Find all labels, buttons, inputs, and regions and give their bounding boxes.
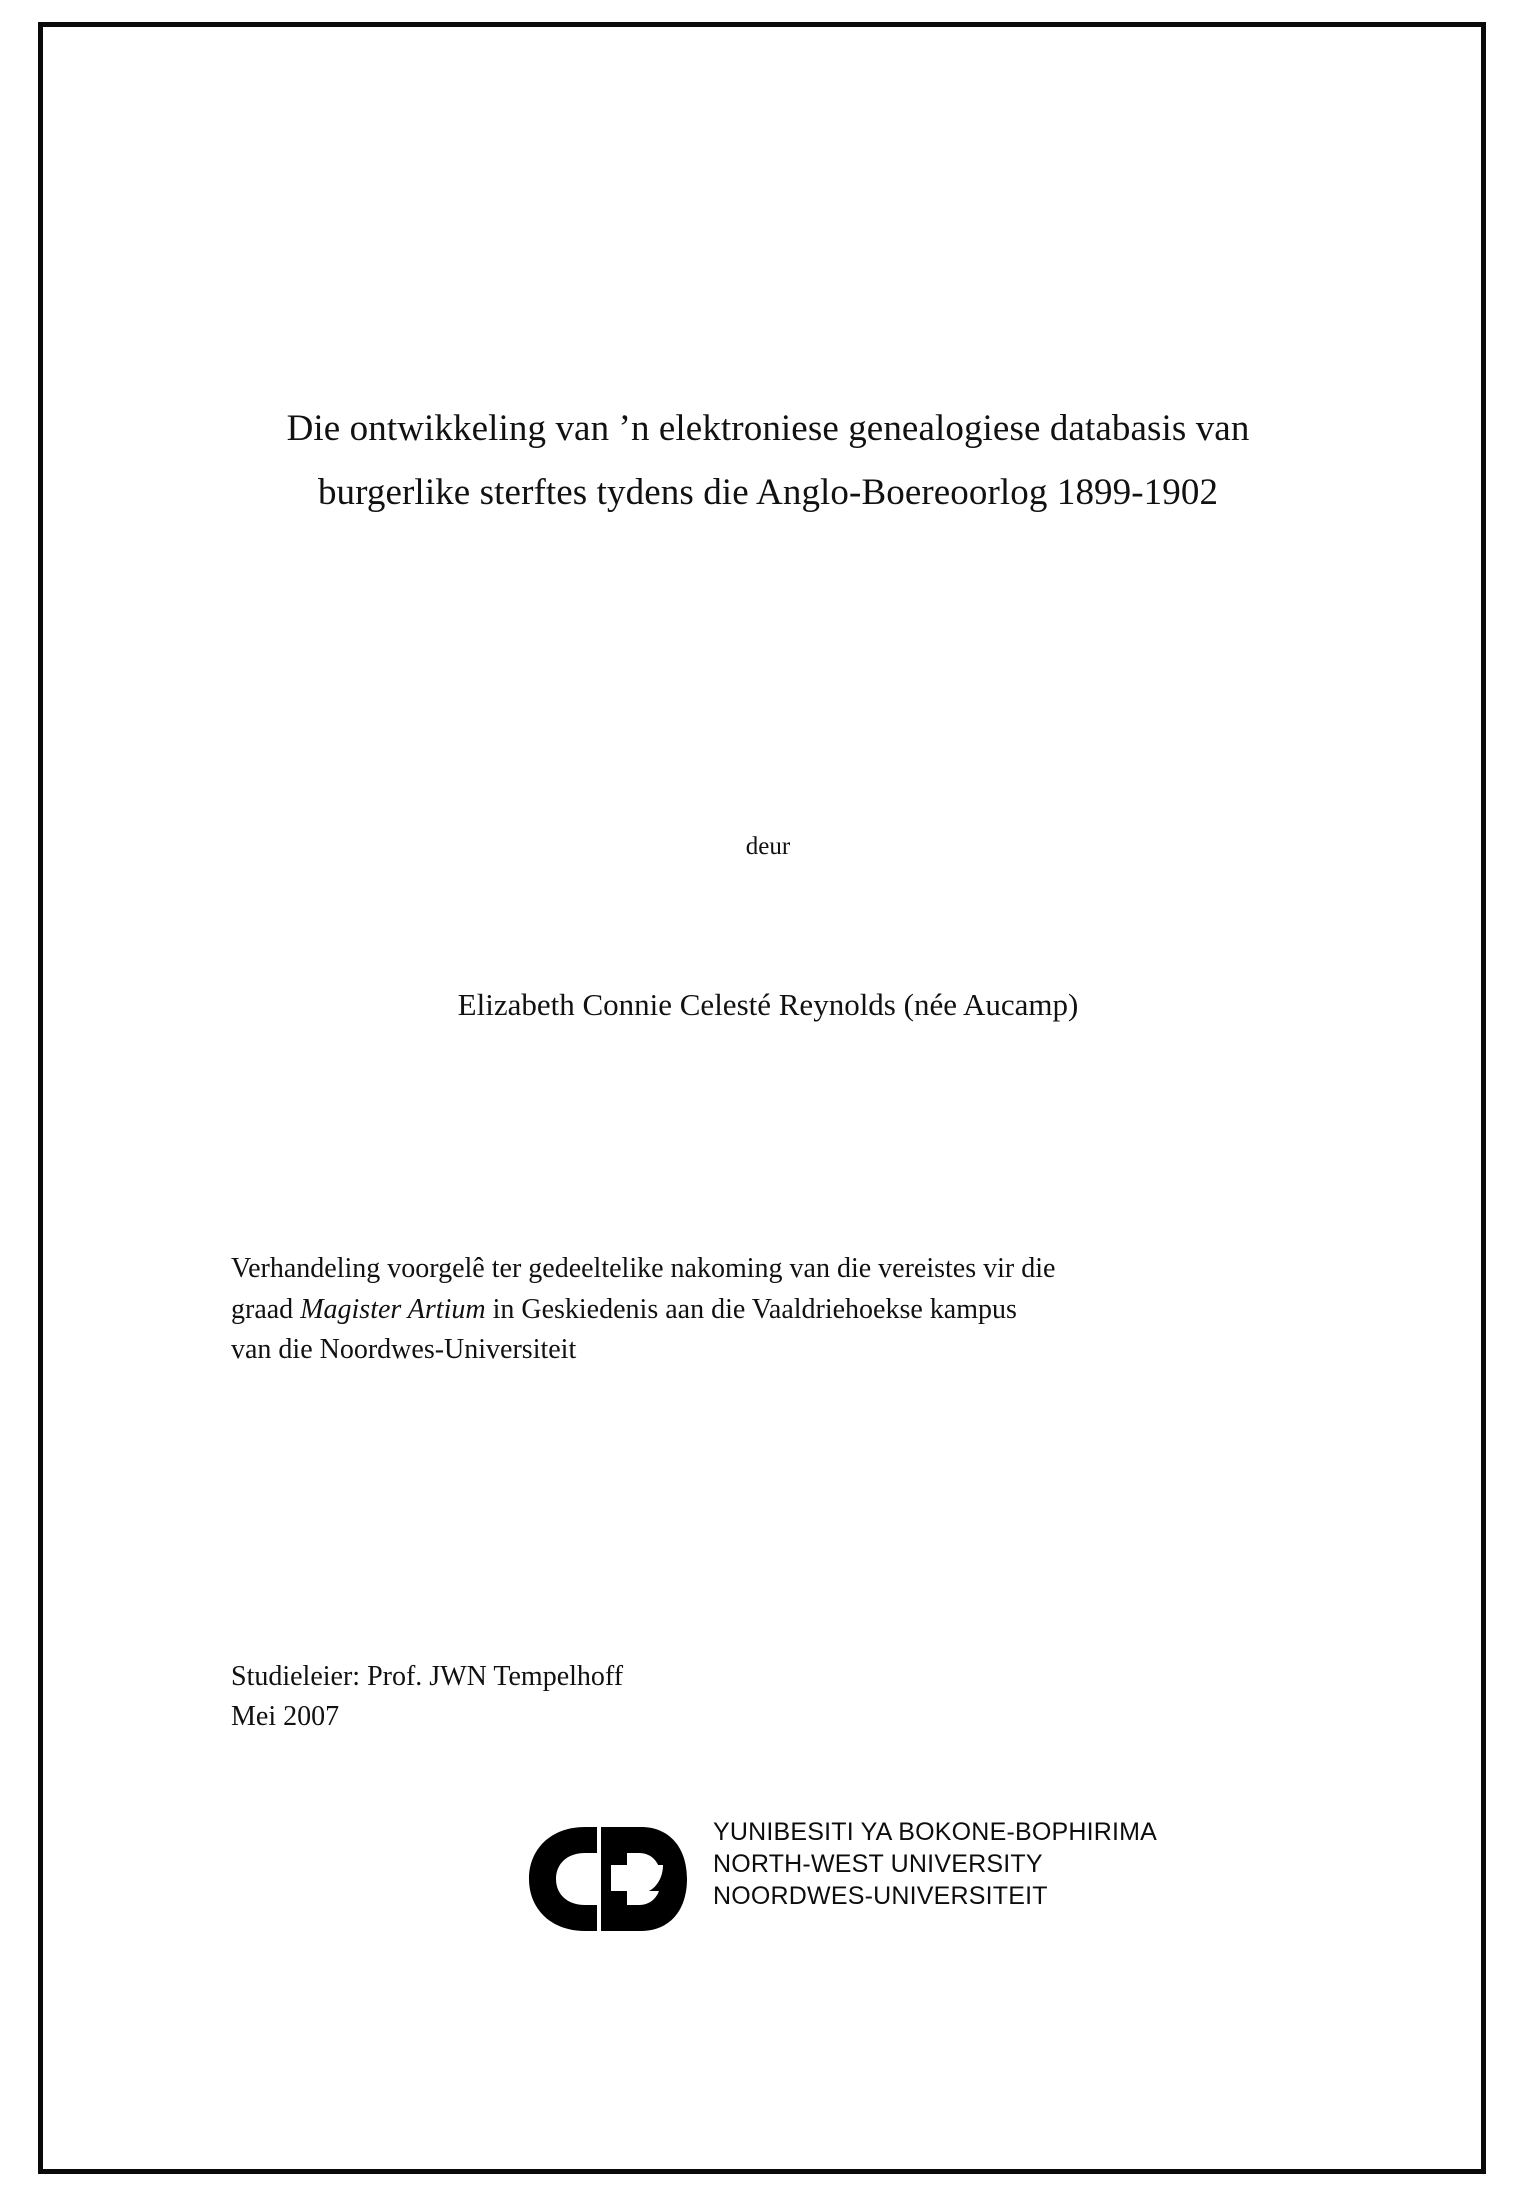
declaration-line-2-suffix: in Geskiedenis aan die Vaaldriehoekse kampus xyxy=(485,1293,1017,1325)
logo-text-line-1: YUNIBESITI YA BOKONE-BOPHIRIMA xyxy=(713,1818,1158,1846)
declaration-line-2 xyxy=(231,1290,1311,1331)
university-logo-block xyxy=(523,1817,1223,1947)
page-border-frame xyxy=(38,22,1486,2174)
declaration-line-3: van die Noordwes-Universiteit xyxy=(231,1334,577,1366)
degree-declaration xyxy=(231,1249,1311,1371)
supervisor-name: Studieleier: Prof. JWN Tempelhoff xyxy=(231,1661,624,1692)
degree-name: Magister Artium xyxy=(300,1293,486,1325)
title-page-content xyxy=(183,27,1353,2169)
logo-text-line-2: NORTH-WEST UNIVERSITY xyxy=(713,1849,1043,1878)
declaration-line-1: Verhandeling voorgelê ter gedeeltelike nakoming van die vereistes vir die xyxy=(231,1253,1056,1284)
page-title-line-2: burgerlike sterftes tydens die Anglo-Boereoorlog 1899-1902 xyxy=(317,471,1219,513)
page-title xyxy=(183,397,1353,524)
university-logo-text xyxy=(713,1817,1157,1912)
logo-text-line-3: NOORDWES-UNIVERSITEIT xyxy=(713,1881,1048,1910)
by-label: deur xyxy=(745,833,791,860)
north-west-university-logo-icon xyxy=(523,1821,703,1937)
author-name: Elizabeth Connie Celesté Reynolds (née Aucamp) xyxy=(457,987,1079,1022)
supervisor-block xyxy=(231,1657,1311,1737)
submission-date: Mei 2007 xyxy=(231,1700,340,1732)
page-title-line-1: Die ontwikkeling van ’n elektroniese genealogiese databasis van xyxy=(286,408,1250,449)
declaration-line-2-prefix: graad xyxy=(231,1293,301,1325)
